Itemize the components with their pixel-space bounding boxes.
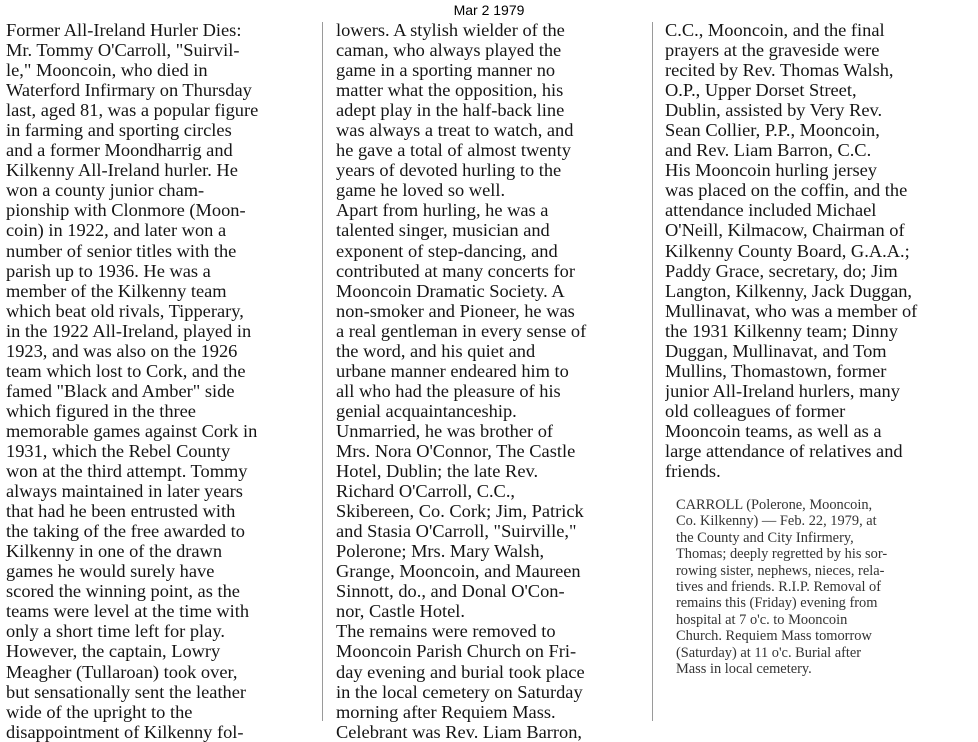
article-line: game he loved so well. (336, 180, 506, 201)
article-line: and Rev. Liam Barron, C.C. (665, 140, 872, 161)
article-line: day evening and burial took place (336, 661, 585, 682)
article-line: famed "Black and Amber" side (6, 380, 235, 401)
article-line: lowers. A stylish wielder of the (336, 20, 565, 40)
article-line: pionship with Clonmore (Moon- (6, 200, 246, 221)
article-line: member of the Kilkenny team (6, 280, 227, 301)
article-line: Apart from hurling, he was a (336, 200, 549, 221)
article-line: attendance included Michael (665, 200, 877, 221)
article-line: caman, who always played the (336, 40, 562, 61)
clipping-date: Mar 2 1979 (453, 2, 525, 18)
article-line: was placed on the coffin, and the (665, 180, 908, 201)
article-line: Paddy Grace, secretary, do; Jim (665, 260, 898, 281)
article-line: won a county junior cham- (6, 180, 205, 201)
article-line: exponent of step-dancing, and (336, 240, 558, 261)
article-line: Kilkenny in one of the drawn (6, 541, 223, 562)
article-line: won at the third attempt. Tommy (6, 461, 248, 482)
article-line: wide of the upright to the (6, 701, 193, 722)
article-line: Grange, Mooncoin, and Maureen (336, 561, 581, 582)
article-line: contributed at many concerts for (336, 260, 575, 281)
article-line: number of senior titles with the (6, 240, 237, 261)
death-notice (676, 497, 974, 677)
article-line: O'Neill, Kilmacow, Chairman of (665, 220, 905, 241)
article-line: which figured in the three (6, 400, 196, 421)
notice-line: the County and City Infirmery, (676, 529, 854, 546)
article-line: morning after Requiem Mass. (336, 701, 556, 722)
article-line: Mooncoin Parish Church on Fri- (336, 641, 577, 662)
article-line: Kilkenny All-Ireland hurler. He (6, 160, 238, 181)
article-line: Mr. Tommy O'Carroll, "Suirvil- (6, 40, 240, 61)
article-line: Waterford Infirmary on Thursday (6, 80, 252, 101)
article-line: scored the winning point, as the (6, 581, 240, 602)
article-line: Mrs. Nora O'Connor, The Castle (336, 440, 576, 461)
article-line: talented singer, musician and (336, 220, 550, 241)
article-line: Mullins, Thomastown, former (665, 360, 887, 381)
article-line: last, aged 81, was a popular figure (6, 100, 259, 121)
notice-line: tives and friends. R.I.P. Removal of (676, 578, 882, 595)
article-column-3 (665, 20, 970, 481)
article-line: Meagher (Tullaroan) took over, (6, 661, 238, 682)
article-line: memorable games against Cork in (6, 420, 258, 441)
article-line: was always a treat to watch, and (336, 120, 574, 141)
article-line: Mooncoin Dramatic Society. A (336, 280, 565, 301)
article-line: and Stasia O'Carroll, "Suirville," (336, 521, 577, 542)
article-line: but sensationally sent the leather (6, 681, 247, 702)
article-line: Langton, Kilkenny, Jack Duggan, (665, 280, 913, 301)
article-column-2 (336, 20, 636, 742)
article-line: a real gentleman in every sense of (336, 320, 587, 341)
article-line: adept play in the half-back line (336, 100, 565, 121)
article-line: Dublin, assisted by Very Rev. (665, 100, 883, 121)
article-line: Former All-Ireland Hurler Dies: (6, 20, 242, 40)
notice-line: Thomas; deeply regretted by his sor- (676, 546, 888, 563)
article-line: Unmarried, he was brother of (336, 420, 554, 441)
article-line: in the local cemetery on Saturday (336, 681, 583, 702)
article-line: large attendance of relatives and (665, 440, 903, 461)
article-line: le," Mooncoin, who died in (6, 60, 208, 81)
article-line: Celebrant was Rev. Liam Barron, (336, 721, 582, 742)
article-line: only a short time left for play. (6, 621, 225, 642)
notice-line: rowing sister, nephews, nieces, rela- (676, 562, 885, 579)
article-line: prayers at the graveside were (665, 40, 880, 61)
article-line: friends. (665, 461, 721, 482)
article-line: he gave a total of almost twenty (336, 140, 571, 161)
article-line: which beat old rivals, Tipperary, (6, 300, 244, 321)
article-line: Duggan, Mullinavat, and Tom (665, 340, 887, 361)
article-line: all who had the pleasure of his (336, 380, 561, 401)
article-line: Mooncoin teams, as well as a (665, 420, 882, 441)
column-divider (652, 22, 653, 721)
article-line: 1923, and was also on the 1926 (6, 340, 238, 361)
article-line: nor, Castle Hotel. (336, 601, 465, 622)
article-line: matter what the opposition, his (336, 80, 564, 101)
article-line: the word, and his quiet and (336, 340, 536, 361)
article-line: in the 1922 All-Ireland, played in (6, 320, 252, 341)
article-line: Polerone; Mrs. Mary Walsh, (336, 541, 545, 562)
article-line: junior All-Ireland hurlers, many (665, 380, 900, 401)
article-line: teams were level at the time with (6, 601, 250, 622)
article-line: The remains were removed to (336, 621, 556, 642)
notice-line: Co. Kilkenny) — Feb. 22, 1979, at (676, 513, 877, 530)
article-line: the 1931 Kilkenny team; Dinny (665, 320, 898, 341)
notice-line: Mass in local cemetery. (676, 660, 812, 677)
article-line: genial acquaintanceship. (336, 400, 517, 421)
article-line: that had he been entrusted with (6, 501, 236, 522)
article-line: Sinnott, do., and Donal O'Con- (336, 581, 565, 602)
notice-line: hospital at 7 o'c. to Mooncoin (676, 611, 848, 628)
article-column-1 (6, 20, 307, 742)
notice-line: CARROLL (Polerone, Mooncoin, (676, 497, 873, 513)
article-line: parish up to 1936. He was a (6, 260, 211, 281)
article-line: O.P., Upper Dorset Street, (665, 80, 857, 101)
article-line: Kilkenny County Board, G.A.A.; (665, 240, 910, 261)
article-line: Mullinavat, who was a member of (665, 300, 918, 321)
notice-line: Church. Requiem Mass tomorrow (676, 628, 872, 645)
article-line: urbane manner endeared him to (336, 360, 569, 381)
article-line: C.C., Mooncoin, and the final (665, 20, 885, 40)
article-line: non-smoker and Pioneer, he was (336, 300, 575, 321)
article-line: team which lost to Cork, and the (6, 360, 246, 381)
article-line: His Mooncoin hurling jersey (665, 160, 877, 181)
article-line: Skibereen, Co. Cork; Jim, Patrick (336, 501, 584, 522)
article-line: 1931, which the Rebel County (6, 440, 231, 461)
article-line: and a former Moondharrig and (6, 140, 233, 161)
article-line: coin) in 1922, and later won a (6, 220, 227, 241)
notice-line: remains this (Friday) evening from (676, 595, 878, 612)
article-line: However, the captain, Lowry (6, 641, 221, 662)
article-line: in farming and sporting circles (6, 120, 232, 141)
column-divider (322, 22, 323, 721)
article-line: the taking of the free awarded to (6, 521, 245, 542)
article-line: Sean Collier, P.P., Mooncoin, (665, 120, 880, 141)
article-line: years of devoted hurling to the (336, 160, 562, 181)
notice-line: (Saturday) at 11 o'c. Burial after (676, 644, 862, 661)
article-line: disappointment of Kilkenny fol- (6, 721, 244, 742)
article-line: game in a sporting manner no (336, 60, 556, 81)
article-line: Hotel, Dublin; the late Rev. (336, 461, 539, 482)
article-line: old colleagues of former (665, 400, 846, 421)
article-line: recited by Rev. Thomas Walsh, (665, 60, 894, 81)
article-line: Richard O'Carroll, C.C., (336, 481, 516, 502)
article-line: games he would surely have (6, 561, 215, 582)
article-line: always maintained in later years (6, 481, 243, 502)
